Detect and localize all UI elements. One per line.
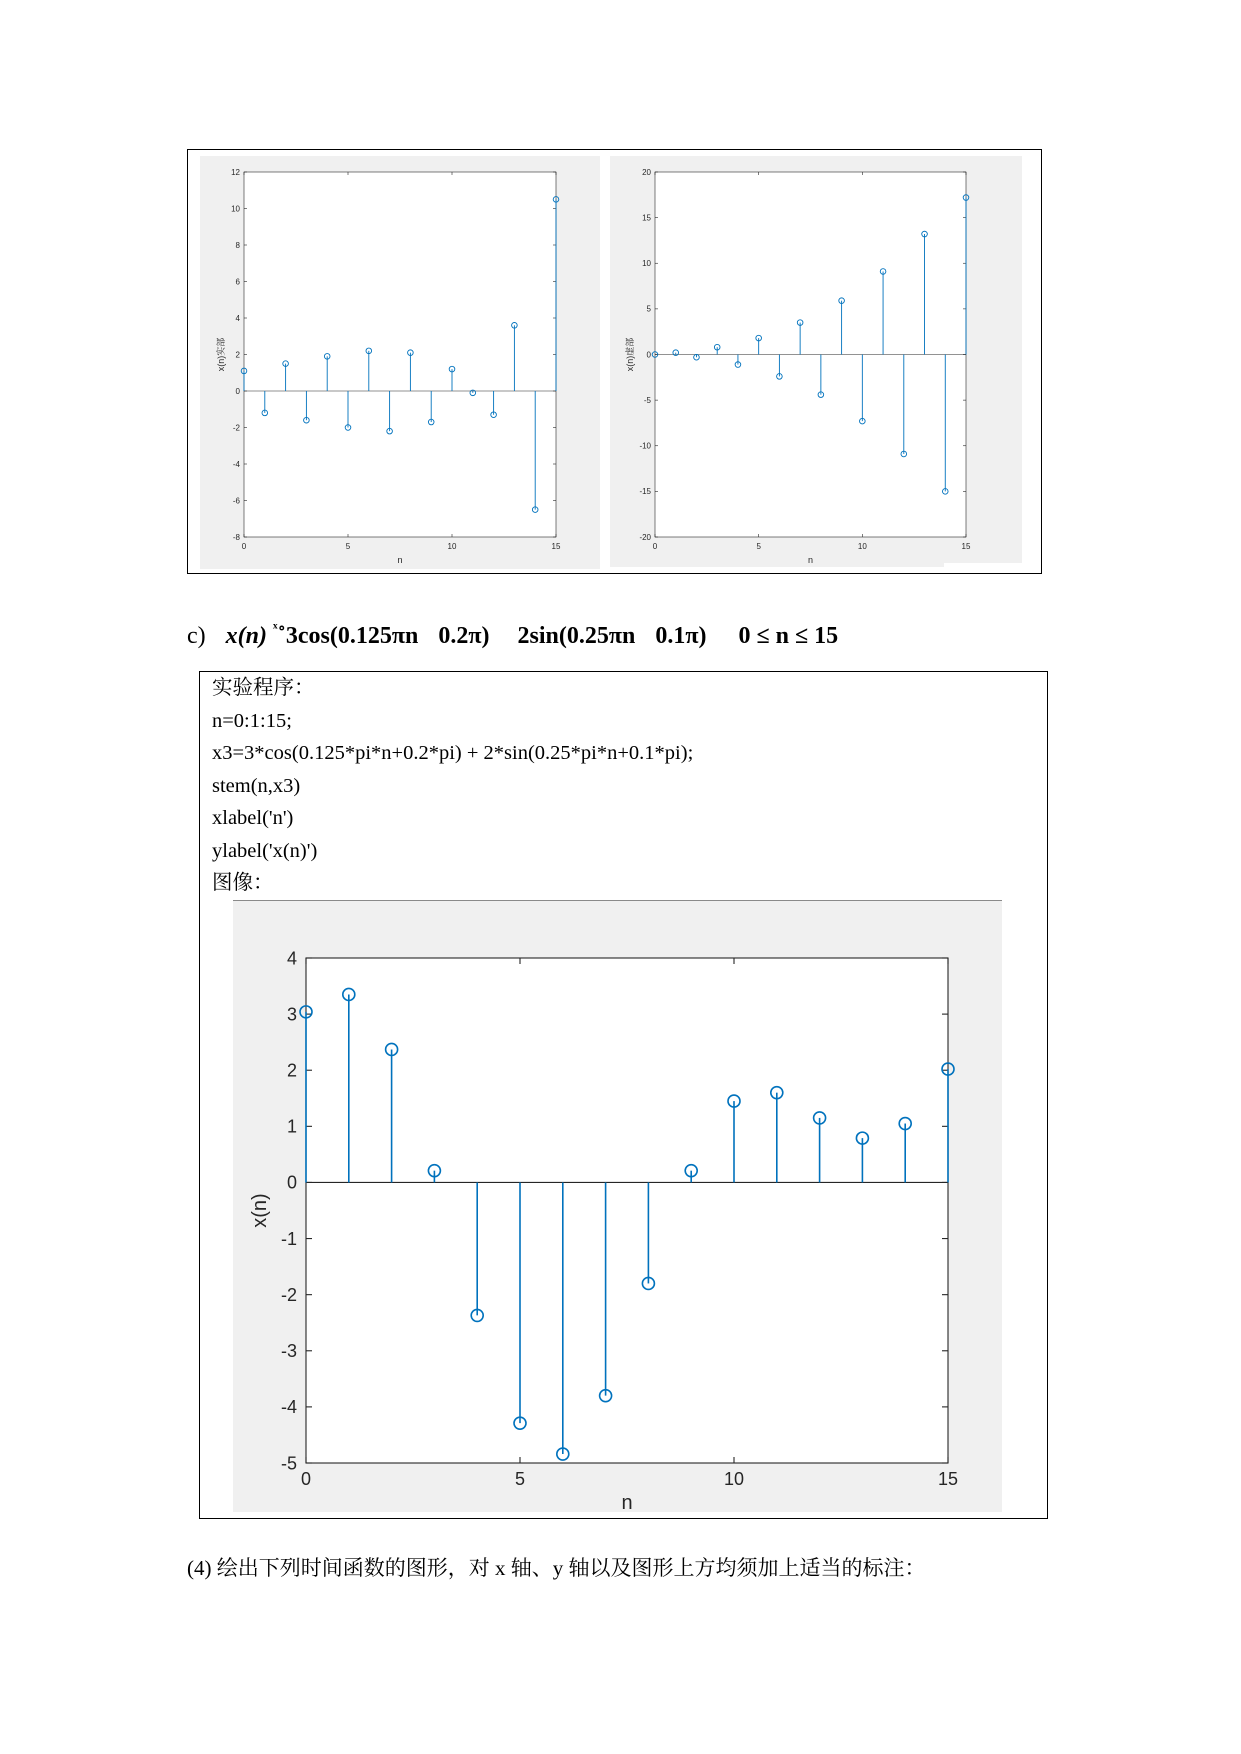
x-tick-label: 0: [300, 1469, 312, 1489]
y-tick-label: 20: [642, 167, 651, 177]
y-tick-label: -5: [643, 395, 651, 405]
code-line: x3=3*cos(0.125*pi*n+0.2*pi) + 2*sin(0.25*pi*n+0.1*pi);: [212, 742, 694, 764]
y-tick-label: 8: [235, 240, 240, 250]
left-stem-plot: [215, 168, 561, 565]
y-axis-label: x(n)实部: [216, 337, 226, 372]
big-stem-plot: [249, 948, 958, 1514]
y-tick-label: 2: [235, 350, 240, 360]
formula-label: c): [187, 623, 206, 649]
x-tick-label: 0: [241, 542, 247, 551]
plot-area: [306, 958, 948, 1463]
y-tick-label: 6: [235, 277, 240, 287]
x-tick-label: 15: [961, 542, 971, 551]
x-tick-label: 0: [652, 542, 658, 551]
y-tick-label: -2: [280, 1284, 297, 1305]
closing-text: (4) 绘出下列时间函数的图形，对 x 轴、y 轴以及图形上方均须加上适当的标注：: [187, 1556, 926, 1580]
formula-term2b: 0.1π): [655, 623, 707, 649]
y-tick-label: -6: [232, 496, 240, 506]
formula-range: 0 ≤ n ≤ 15: [738, 623, 839, 649]
y-tick-label: -8: [232, 532, 240, 542]
formula-line: [187, 618, 838, 650]
y-tick-label: 10: [231, 204, 240, 214]
y-tick-label: 12: [231, 167, 240, 177]
formula-term2: 2sin(0.25πn: [517, 623, 636, 649]
x-tick-label: 5: [345, 542, 351, 551]
y-tick-label: 3: [286, 1004, 297, 1025]
y-tick-label: 2: [286, 1060, 297, 1081]
y-tick-label: 15: [642, 213, 651, 223]
x-tick-label: 15: [551, 542, 561, 551]
code-box: [199, 671, 1048, 1519]
y-tick-label: -15: [639, 487, 651, 497]
right-stem-plot: [624, 168, 971, 565]
code-line: n=0:1:15;: [212, 709, 292, 732]
y-tick-label: -4: [232, 459, 240, 469]
image-heading: 图像：: [212, 872, 274, 894]
x-tick-label: 15: [937, 1469, 959, 1489]
y-tick-label: -5: [280, 1453, 297, 1474]
top-figure: [187, 149, 1042, 574]
x-axis-label: n: [807, 555, 814, 565]
y-tick-label: -2: [232, 423, 240, 433]
x-tick-label: 5: [514, 1469, 526, 1489]
code-line: stem(n,x3): [212, 774, 301, 797]
plot-area: [244, 172, 556, 537]
y-axis-label: x(n)虚部: [625, 337, 635, 372]
y-tick-label: -10: [639, 441, 651, 451]
y-tick-label: 4: [286, 948, 297, 969]
x-tick-label: 10: [447, 542, 457, 551]
y-tick-label: 4: [235, 313, 240, 323]
top-plots-svg: [188, 150, 1043, 575]
formula-lhs: x(n): [225, 623, 267, 649]
x-axis-label: n: [621, 1492, 633, 1514]
y-tick-label: -3: [280, 1341, 297, 1362]
formula-term1b: 0.2π): [438, 623, 490, 649]
y-tick-label: -20: [639, 532, 651, 542]
x-tick-label: 10: [723, 1469, 745, 1489]
y-tick-label: 0: [286, 1172, 297, 1193]
formula-term1: 3cos(0.125πn: [285, 623, 419, 649]
x-tick-label: 5: [756, 542, 761, 551]
y-tick-label: 10: [642, 259, 651, 269]
code-heading: 实验程序：: [212, 677, 315, 699]
big-stem-plot-svg: [200, 672, 1049, 1520]
y-tick-label: 1: [286, 1116, 297, 1137]
code-line: ylabel('x(n)'): [212, 839, 318, 862]
y-tick-label: 0: [646, 350, 651, 360]
y-tick-label: 0: [235, 386, 240, 396]
y-tick-label: -1: [280, 1228, 297, 1249]
y-tick-label: 5: [646, 304, 651, 314]
code-line: xlabel('n'): [212, 807, 294, 829]
y-tick-label: -4: [280, 1397, 297, 1418]
formula-glyph: ˣ∘: [273, 620, 286, 637]
y-axis-label: x(n): [249, 1193, 271, 1228]
x-tick-label: 10: [857, 542, 867, 551]
x-axis-label: n: [397, 555, 403, 565]
